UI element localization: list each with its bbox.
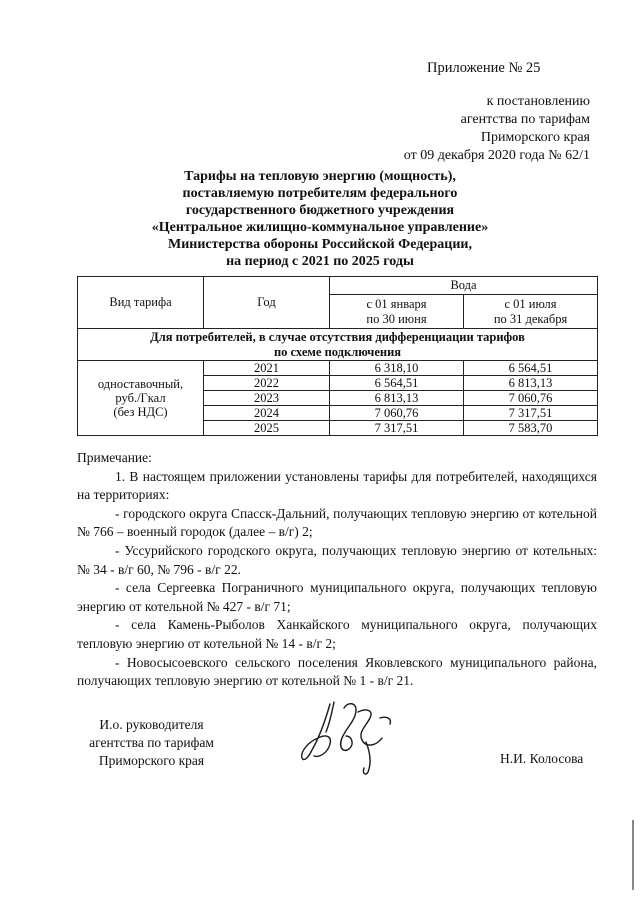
tariff-h2-cell: 7 060,76	[464, 391, 598, 406]
position-line: И.о. руководителя	[99, 717, 204, 732]
title-line: государственного бюджетного учреждения	[185, 203, 455, 218]
tariff-h2-cell: 7 583,70	[464, 421, 598, 436]
scan-edge-mark	[632, 820, 634, 890]
note-item: - Новосысоевского сельского поселения Яковлевского муниципального района, получающих тепловую энергию от котельной № 1 - в/г 21.	[77, 654, 597, 689]
year-cell: 2023	[204, 391, 330, 406]
header-period-1-start: с 01 января	[366, 296, 427, 311]
year-cell: 2024	[204, 406, 330, 421]
signature-icon	[296, 698, 406, 778]
title-line: «Центральное жилищно-коммунальное управление»	[151, 220, 489, 235]
tariff-h1-cell: 6 813,13	[330, 391, 464, 406]
notes-heading: Примечание:	[77, 450, 152, 465]
header-water: Вода	[330, 277, 598, 295]
header-period-1-end: по 30 июня	[366, 311, 427, 326]
decree-reference	[380, 93, 590, 165]
note-item: - Уссурийского городского округа, получающих тепловую энергию от котельных: № 34 - в/г 60, № 796 - в/г 22.	[77, 542, 597, 577]
group-header	[78, 329, 598, 361]
header-period-2-start: с 01 июля	[504, 296, 557, 311]
decree-line: от 09 декабря 2020 года № 62/1	[403, 148, 590, 163]
year-cell: 2021	[204, 361, 330, 376]
tariff-type-cell	[78, 361, 204, 436]
tariff-h1-cell: 7 317,51	[330, 421, 464, 436]
note-item: - села Камень-Рыболов Ханкайского муниципального округа, получающих тепловую энергию от котельной № 14 - в/г 2;	[77, 617, 597, 651]
tariff-h2-cell: 7 317,51	[464, 406, 598, 421]
title-line: Тарифы на тепловую энергию (мощность),	[184, 169, 456, 184]
title-line: на период с 2021 по 2025 годы	[226, 254, 414, 269]
tariff-h2-cell: 6 564,51	[464, 361, 598, 376]
year-cell: 2022	[204, 376, 330, 391]
position-line: Приморского края	[98, 753, 205, 768]
header-tariff-type: Вид тарифа	[78, 277, 204, 329]
decree-line: агентства по тарифам	[460, 112, 590, 127]
header-period-1	[330, 295, 464, 329]
header-year: Год	[204, 277, 330, 329]
group-header-line: по схеме подключения	[273, 344, 402, 359]
tariff-h1-cell: 6 564,51	[330, 376, 464, 391]
tariff-table	[77, 276, 598, 436]
note-item: - села Сергеевка Пограничного муниципального округа, получающих тепловую энергию от котельной № 427 - в/г 71;	[77, 580, 597, 614]
note-item: 1. В настоящем приложении установлены тарифы для потребителей, находящихся на территориях:	[77, 468, 597, 503]
signatory-name: Н.И. Колосова	[500, 751, 584, 766]
table-row	[78, 361, 598, 376]
document-title	[100, 168, 540, 270]
tariff-h1-cell: 7 060,76	[330, 406, 464, 421]
tariff-h2-cell: 6 813,13	[464, 376, 598, 391]
tariff-type-line: (без НДС)	[113, 405, 168, 419]
header-period-2	[464, 295, 598, 329]
group-header-line: Для потребителей, в случае отсутствия дифференциации тарифов	[150, 329, 525, 344]
tariff-type-line: руб./Гкал	[115, 391, 166, 405]
note-item: - городского округа Спасск-Дальний, получающих тепловую энергию от котельной № 766 – военный городок (далее – в/г) 2;	[77, 505, 597, 540]
decree-line: к постановлению	[486, 94, 590, 109]
year-cell: 2025	[204, 421, 330, 436]
title-line: Министерства обороны Российской Федерации,	[167, 237, 472, 252]
appendix-title: Приложение № 25	[427, 60, 541, 76]
decree-line: Приморского края	[480, 130, 590, 145]
tariff-type-line: одноставочный,	[97, 377, 184, 391]
signatory-position	[64, 716, 239, 770]
header-period-2-end: по 31 декабря	[493, 311, 568, 326]
title-line: поставляемую потребителям федерального	[182, 186, 458, 201]
notes-section	[77, 449, 597, 691]
position-line: агентства по тарифам	[89, 735, 214, 750]
tariff-h1-cell: 6 318,10	[330, 361, 464, 376]
